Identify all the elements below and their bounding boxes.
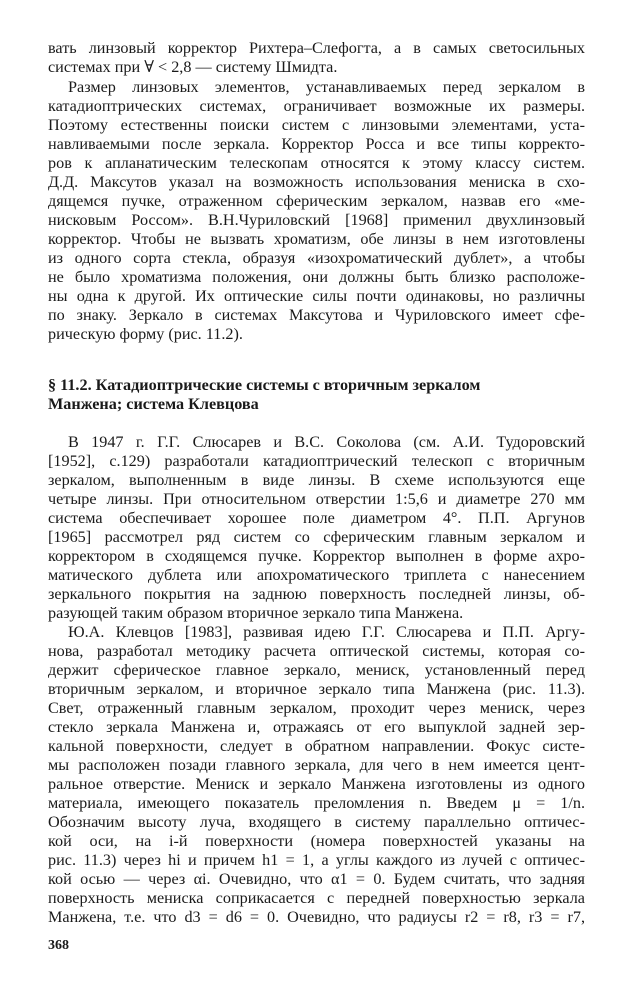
text-line: корректором в сходящемся пучке. Корректор выполнен в форме ахро-: [48, 547, 585, 565]
text-line: дящемся пучке, отраженном сферическим зеркалом, назвав его «ме-: [48, 192, 585, 210]
text-line: [1965] рассмотрел ряд систем со сферическим главным зеркалом и: [48, 528, 585, 546]
text-line: Свет, отраженный главным зеркалом, проходит через мениск, через: [48, 699, 585, 717]
text-line: Ю.А. Клевцов [1983], развивая идею Г.Г. Слюсарева и П.П. Аргу-: [68, 623, 585, 641]
text-line: В 1947 г. Г.Г. Слюсарев и В.С. Соколова (см. А.И. Тудоровский: [68, 433, 585, 451]
text-line: Поэтому естественны поиски систем с линзовыми элементами, уста-: [48, 116, 585, 134]
text-line: стекло зеркала Манжена и, отражаясь от его выпуклой задней зер-: [48, 718, 585, 736]
text-line: нова, разработал методику расчета оптической системы, которая со-: [48, 642, 585, 660]
text-line: четыре линзы. При относительном отверстии 1:5,6 и диаметре 270 мм: [48, 490, 585, 508]
text-line: ны одна к другой. Их оптические силы почти одинаковы, но различны: [48, 287, 585, 305]
text-line: нисковым Россом». В.Н.Чуриловский [1968] применил двухлинзовый: [48, 211, 585, 229]
text-line: вторичным зеркалом, и вторичное зеркало типа Манжена (рис. 11.3).: [48, 680, 585, 698]
text-line: системах при ∀ < 2,8 — систему Шмидта.: [48, 58, 338, 76]
text-line: поверхность мениска соприкасается с передней поверхностью зеркала: [48, 889, 585, 907]
text-line: Обозначим высоту луча, входящего в систему параллельно оптичес-: [48, 813, 585, 831]
text-line: разующей таким образом вторичное зеркало типа Манжена.: [48, 604, 464, 622]
text-line: корректор. Чтобы не вызвать хроматизм, обе линзы в нем изготовлены: [48, 230, 585, 248]
section-heading: Манжена; система Клевцова: [48, 395, 259, 413]
text-line: кальной поверхности, следует в обратном направлении. Фокус систе-: [48, 737, 585, 755]
text-line: мы расположен позади главного зеркала, для чего в нем имеется цент-: [48, 756, 585, 774]
text-line: Д.Д. Максутов указал на возможность использования мениска в схо-: [48, 173, 585, 191]
text-line: не было хроматизма положения, они должны быть близко расположе-: [48, 268, 585, 286]
text-line: [1952], с.129) разработали катадиоптрический телескоп с вторичным: [48, 452, 585, 470]
text-line: рическую форму (рис. 11.2).: [48, 325, 243, 343]
text-line: ров к апланатическим телескопам относятся к этому классу систем.: [48, 154, 585, 172]
text-line: из одного сорта стекла, образуя «изохроматический дублет», а чтобы: [48, 249, 585, 267]
text-line: кой оси, на i-й поверхности (номера поверхностей указаны на: [48, 832, 585, 850]
text-line: система обеспечивает хорошее поле диаметром 4°. П.П. Аргунов: [48, 509, 585, 527]
text-line: кой осью — через αi. Очевидно, что α1 = 0. Будем считать, что задняя: [48, 870, 585, 888]
text-line: рис. 11.3) через hi и причем h1 = 1, а углы каждого из лучей с оптичес-: [48, 851, 585, 869]
section-heading: § 11.2. Катадиоптрические системы с вторичным зеркалом: [48, 376, 481, 394]
text-line: матического дублета или апохроматического триплета с нанесением: [48, 566, 585, 584]
text-line: зеркального покрытия на заднюю поверхность последней линзы, об-: [48, 585, 585, 603]
page-number: 368: [48, 938, 69, 953]
text-line: Размер линзовых элементов, устанавливаемых перед зеркалом в: [68, 78, 585, 96]
text-line: вать линзовый корректор Рихтера–Слефогта, а в самых светосильных: [48, 39, 585, 57]
text-line: держит сферическое главное зеркало, мениск, установленный перед: [48, 661, 585, 679]
text-line: зеркалом, выполненным в виде линзы. В схеме используются еще: [48, 471, 585, 489]
text-line: катадиоптрических системах, ограничивает возможные их размеры.: [48, 97, 585, 115]
text-line: Манжена, т.е. что d3 = d6 = 0. Очевидно, что радиусы r2 = r8, r3 = r7,: [48, 908, 585, 926]
text-line: по знаку. Зеркало в системах Максутова и Чуриловского имеет сфе-: [48, 306, 585, 324]
text-line: материала, имеющего показатель преломления n. Введем μ = 1/n.: [48, 794, 585, 812]
text-line: ральное отверстие. Мениск и зеркало Манжена изготовлены из одного: [48, 775, 585, 793]
text-line: навливаемыми после зеркала. Корректор Росса и все типы корректо-: [48, 135, 585, 153]
